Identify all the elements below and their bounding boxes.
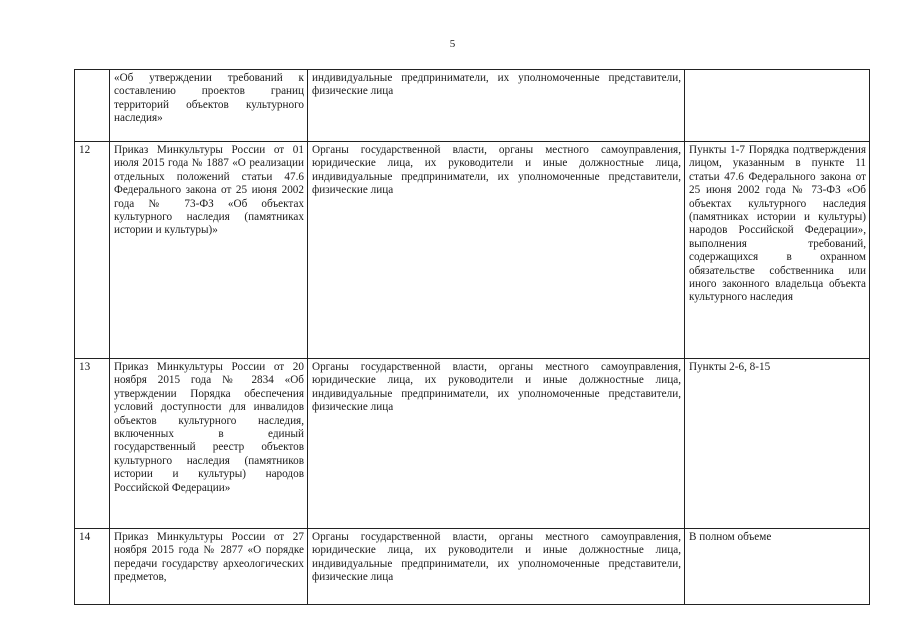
legal-act-cell: Приказ Минкультуры России от 01 июля 2015 года № 1887 «О реализации отдельных положений статьи 47.6 Федерального закона от 25 июня 2002 года № 73-ФЗ «Об объектах культурного наследия (памятниках истории и культуры)» (110, 142, 308, 359)
subjects-cell: индивидуальные предприниматели, их уполномоченные представители, физические лица (308, 70, 685, 142)
table-row (75, 359, 870, 529)
legal-act-cell: «Об утверждении требований к составлению проектов границ территорий объектов культурного наследия» (110, 70, 308, 142)
scope-cell: В полном объеме (685, 529, 870, 605)
legal-act-cell: Приказ Минкультуры России от 20 ноября 2015 года № 2834 «Об утверждении Порядка обеспечения условий доступности для инвалидов объектов культурного наследия, включенных в единый государственный реестр объектов культурного наследия (памятников истории и культуры) народов Российской Федерации» (110, 359, 308, 529)
scope-cell (685, 70, 870, 142)
legal-act-cell: Приказ Минкультуры России от 27 ноября 2015 года № 2877 «О порядке передачи государству археологических предметов, (110, 529, 308, 605)
legal-acts-table (74, 69, 870, 605)
scope-cell: Пункты 1-7 Порядка подтверждения лицом, указанным в пункте 11 статьи 47.6 Федерального закона от 25 июня 2002 года № 73-ФЗ «Об объектах культурного наследия (памятниках истории и культуры) народов Российской Федерации», выполнения требований, содержащихся в охранном обязательстве собственника или иного законного владельца объекта культурного наследия (685, 142, 870, 359)
page-number: 5 (449, 38, 456, 50)
row-number: 13 (75, 359, 110, 529)
subjects-cell: Органы государственной власти, органы местного самоуправления, юридические лица, их руководители и иные должностные лица, индивидуальные предприниматели, их уполномоченные представители, физические лица (308, 359, 685, 529)
subjects-cell: Органы государственной власти, органы местного самоуправления, юридические лица, их руководители и иные должностные лица, индивидуальные предприниматели, их уполномоченные представители, физические лица (308, 142, 685, 359)
row-number: 14 (75, 529, 110, 605)
table-row (75, 529, 870, 605)
subjects-cell: Органы государственной власти, органы местного самоуправления, юридические лица, их руководители и иные должностные лица, индивидуальные предприниматели, их уполномоченные представители, физические лица (308, 529, 685, 605)
row-number (75, 70, 110, 142)
row-number: 12 (75, 142, 110, 359)
table-row (75, 70, 870, 142)
table-row (75, 142, 870, 359)
scope-cell: Пункты 2-6, 8-15 (685, 359, 870, 529)
